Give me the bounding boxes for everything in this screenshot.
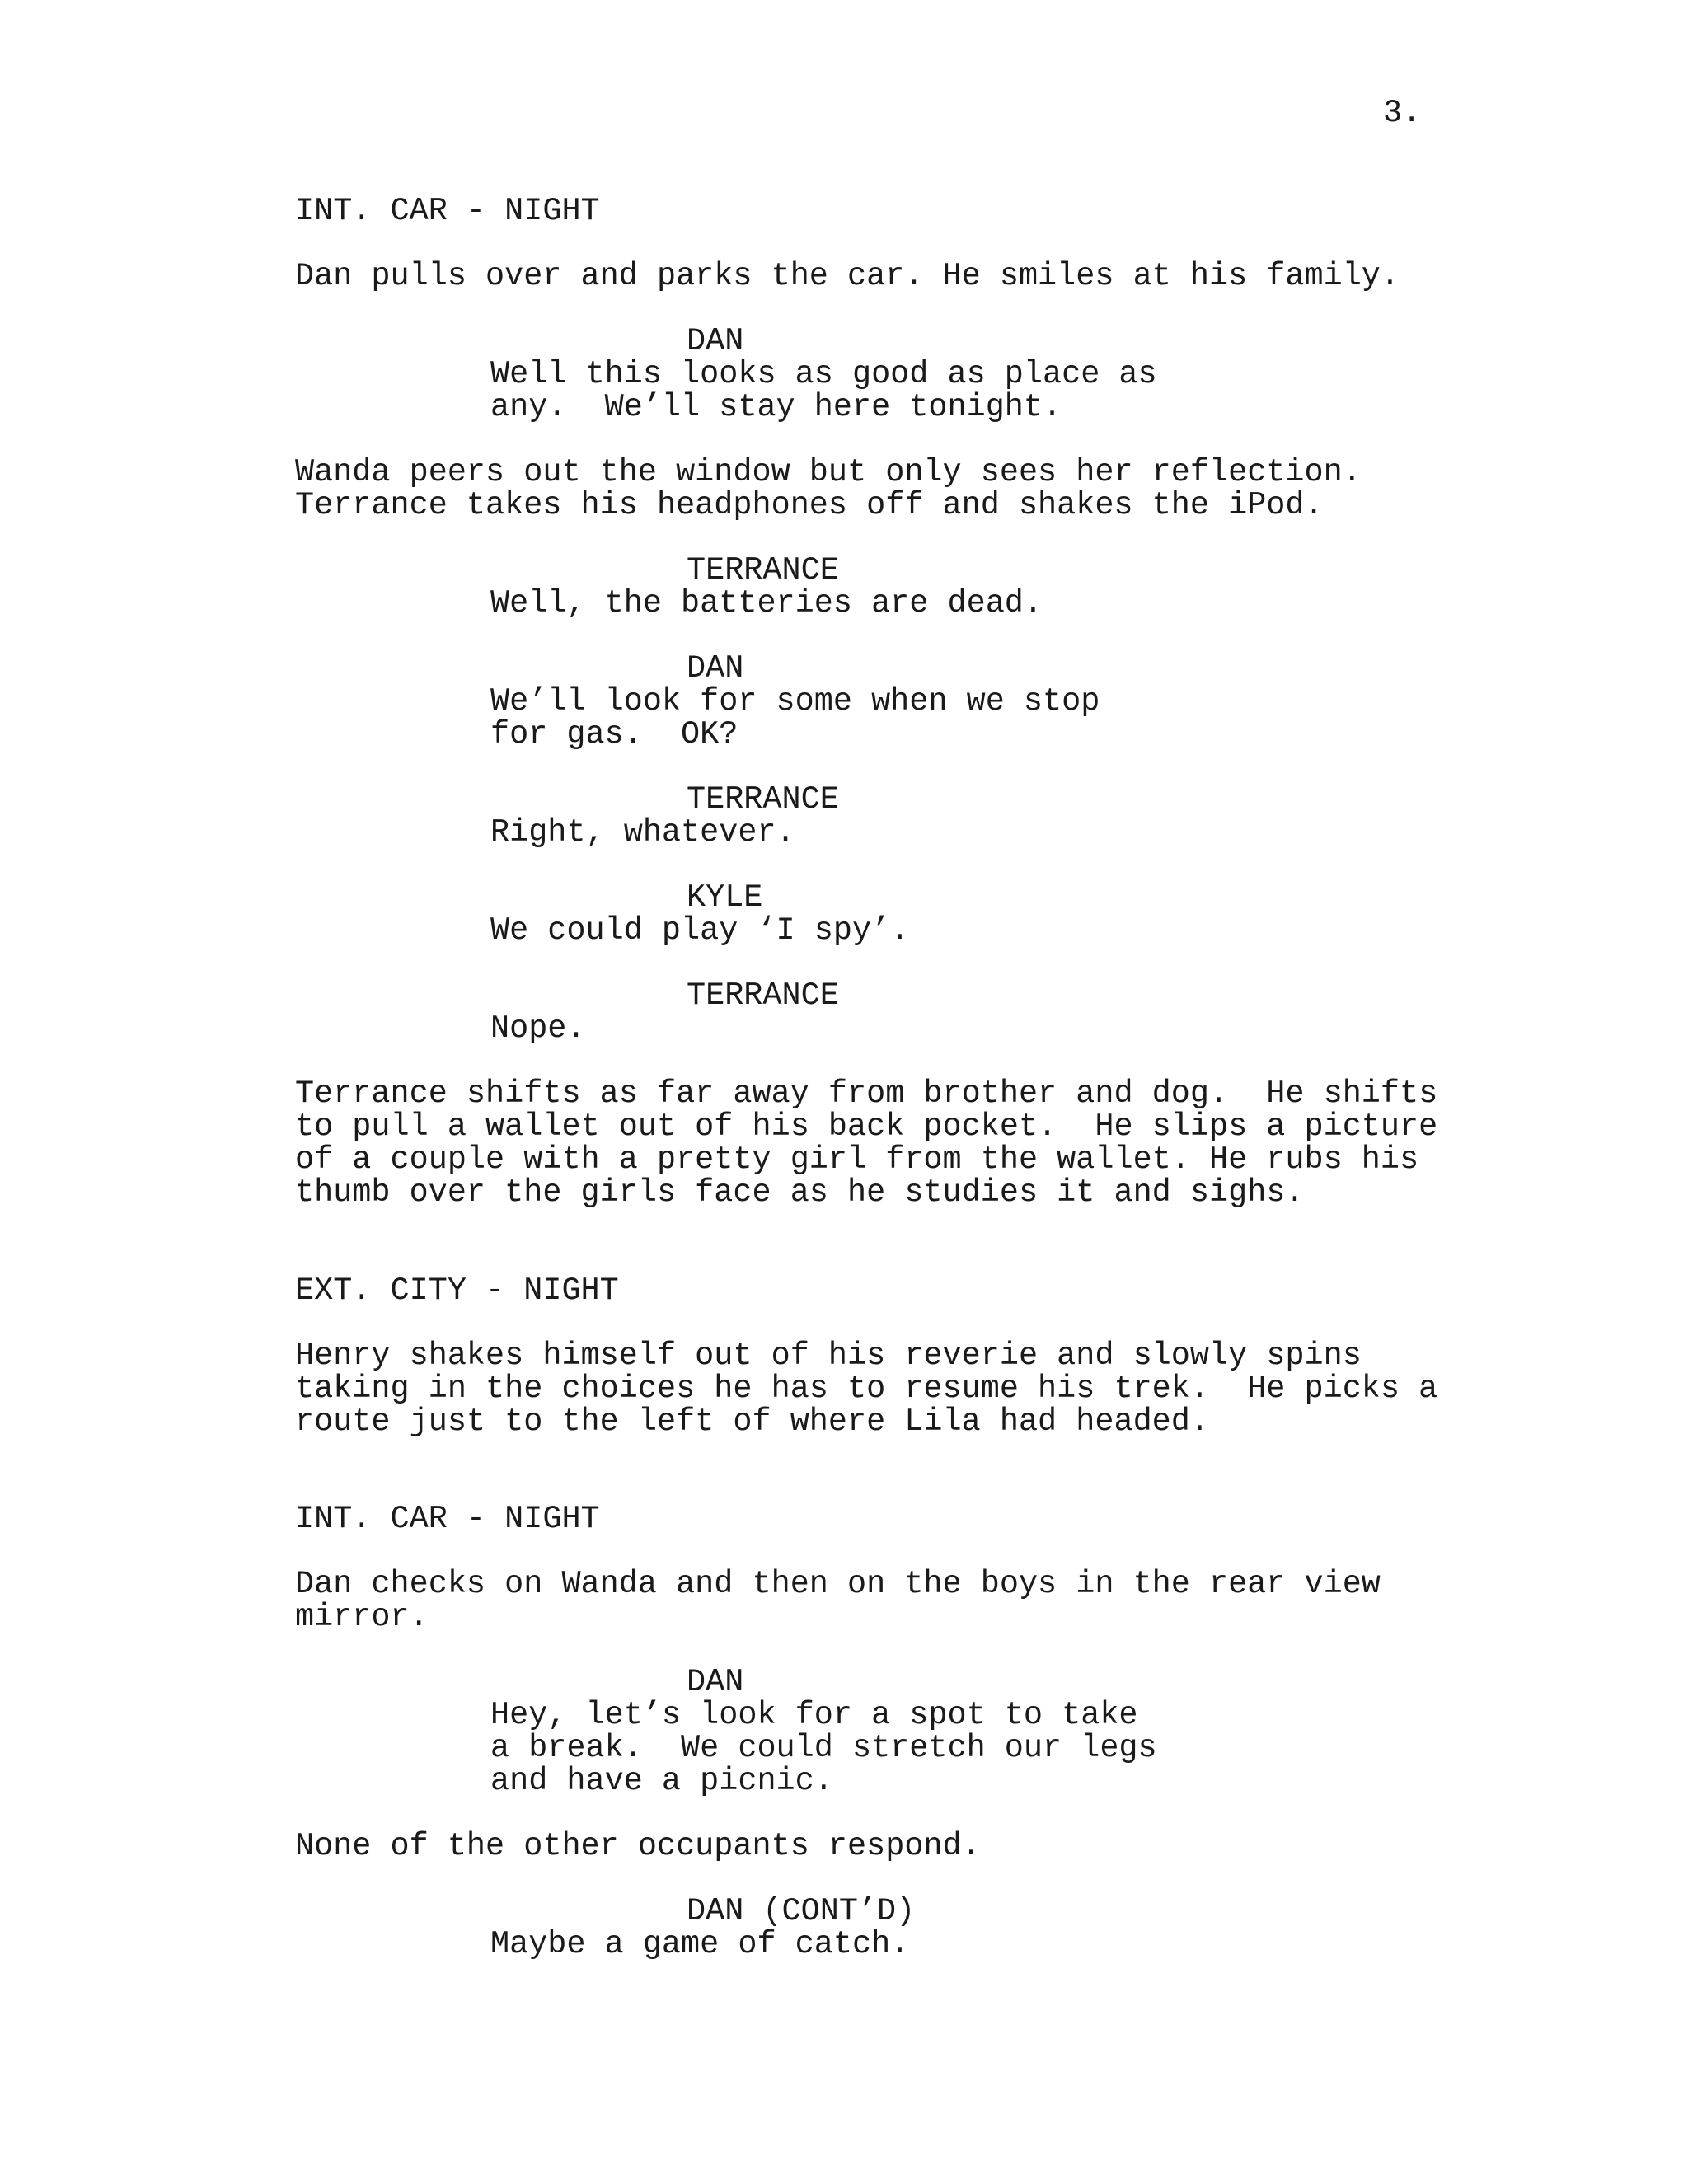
action-line: Terrance shifts as far away from brother and dog. He shifts: [295, 1076, 1438, 1112]
scene-heading: EXT. CITY - NIGHT: [295, 1272, 619, 1309]
action-line: mirror.: [295, 1599, 429, 1635]
dialogue-line: and have a picnic.: [490, 1763, 833, 1799]
character-name: DAN (CONT’D): [687, 1893, 916, 1929]
character-name: TERRANCE: [687, 977, 839, 1014]
action-line: route just to the left of where Lila had headed.: [295, 1404, 1209, 1440]
action-line: taking in the choices he has to resume his trek. He picks a: [295, 1371, 1438, 1407]
dialogue-line: Well this looks as good as place as: [490, 356, 1157, 392]
action-line: Henry shakes himself out of his reverie and slowly spins: [295, 1338, 1362, 1374]
action-line: to pull a wallet out of his back pocket. He slips a picture: [295, 1108, 1438, 1145]
character-name: TERRANCE: [687, 552, 839, 588]
page-number: 3.: [1383, 95, 1422, 131]
dialogue-line: Well, the batteries are dead.: [490, 585, 1043, 621]
character-name: KYLE: [687, 879, 763, 916]
dialogue-line: a break. We could stretch our legs: [490, 1730, 1157, 1766]
action-line: Wanda peers out the window but only sees her reflection.: [295, 454, 1362, 490]
dialogue-line: We’ll look for some when we stop: [490, 683, 1100, 719]
action-line: Dan checks on Wanda and then on the boys in the rear view: [295, 1566, 1381, 1602]
character-name: DAN: [687, 1664, 744, 1700]
action-line: of a couple with a pretty girl from the wallet. He rubs his: [295, 1141, 1419, 1178]
character-name: TERRANCE: [687, 781, 839, 818]
dialogue-line: any. We’ll stay here tonight.: [490, 389, 1062, 425]
action-line: Terrance takes his headphones off and shakes the iPod.: [295, 487, 1324, 523]
character-name: DAN: [687, 323, 744, 359]
action-line: thumb over the girls face as he studies it and sighs.: [295, 1174, 1305, 1211]
dialogue-line: Hey, let’s look for a spot to take: [490, 1697, 1138, 1733]
action-line: None of the other occupants respond.: [295, 1828, 981, 1864]
character-name: DAN: [687, 650, 744, 687]
dialogue-line: Right, whatever.: [490, 814, 795, 851]
dialogue-line: for gas. OK?: [490, 716, 738, 752]
scene-heading: INT. CAR - NIGHT: [295, 193, 600, 229]
dialogue-line: Nope.: [490, 1010, 586, 1047]
scene-heading: INT. CAR - NIGHT: [295, 1501, 600, 1537]
action-line: Dan pulls over and parks the car. He smiles at his family.: [295, 258, 1400, 294]
dialogue-line: We could play ‘I spy’.: [490, 912, 910, 949]
dialogue-line: Maybe a game of catch.: [490, 1926, 910, 1962]
